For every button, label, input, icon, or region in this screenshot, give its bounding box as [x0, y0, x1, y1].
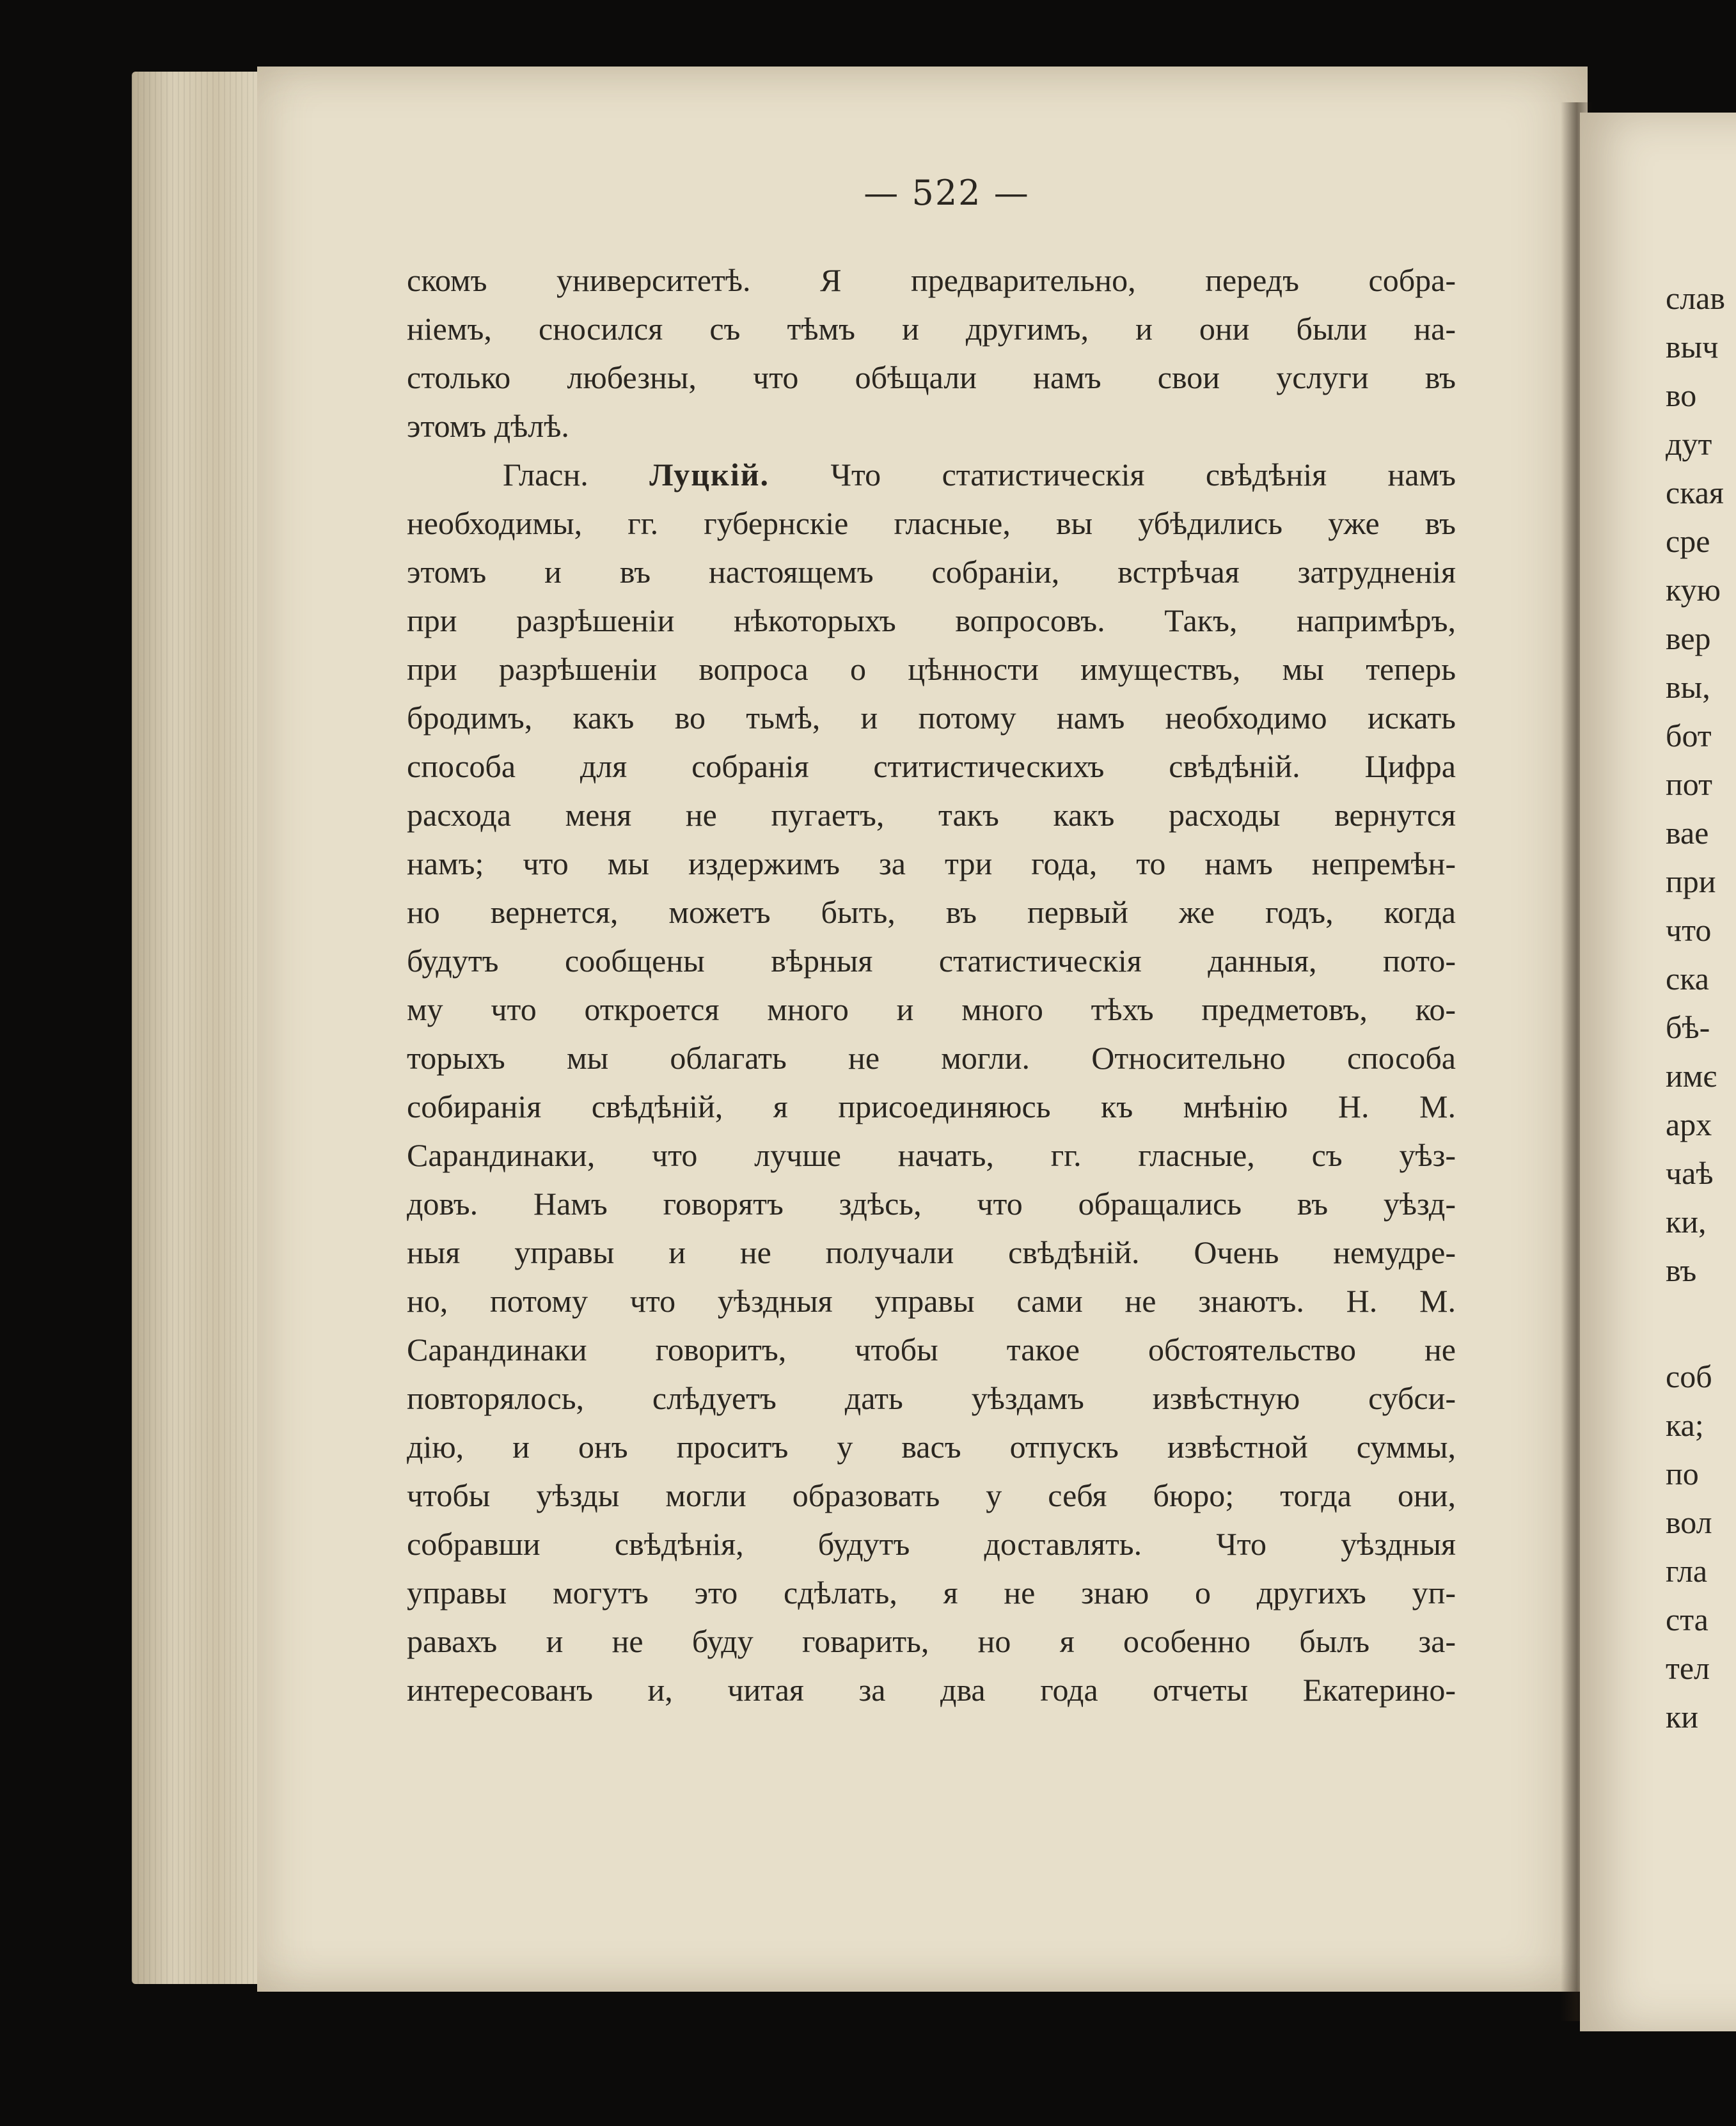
right-fragment: вер — [1666, 620, 1711, 656]
text-line: необходимы, гг. губернскіе гласные, вы убѣдились уже въ — [407, 505, 1456, 541]
right-fragment: вае — [1666, 815, 1709, 851]
text-line: намъ; что мы издержимъ за три года, то намъ непремѣн- — [407, 846, 1456, 881]
text-line: собиранія свѣдѣній, я присоединяюсь къ мнѣнію Н. М. — [407, 1089, 1456, 1124]
right-fragment: кую — [1666, 572, 1721, 608]
speaker-name: Луцкій. — [649, 457, 770, 492]
right-paragraph-gap — [1666, 1295, 1736, 1352]
right-fragment: во — [1666, 377, 1697, 413]
text-line: но, потому что уѣздныя управы сами не знаютъ. Н. М. — [407, 1283, 1456, 1319]
right-fragment: бот — [1666, 718, 1712, 753]
text-line: управы могутъ это сдѣлать, я не знаю о другихъ уп- — [407, 1575, 1456, 1610]
text-line: при разрѣшеніи нѣкоторыхъ вопросовъ. Такъ, напримѣръ, — [407, 602, 1456, 638]
right-fragment: ка; — [1666, 1407, 1704, 1443]
left-page-text — [407, 256, 1456, 1714]
right-fragment: бѣ- — [1666, 1009, 1710, 1045]
right-fragment: ская — [1666, 475, 1724, 510]
text-line: расхода меня не пугаетъ, такъ какъ расходы вернутся — [407, 797, 1456, 833]
right-fragment: сре — [1666, 523, 1710, 559]
speaker-prefix: Гласн. — [503, 457, 588, 492]
text-line: ныя управы и не получали свѣдѣній. Очень немудре- — [407, 1234, 1456, 1270]
text-line: повторялось, слѣдуетъ дать уѣздамъ извѣстную субси- — [407, 1380, 1456, 1416]
text-line: Сарандинаки, что лучше начать, гг. гласные, съ уѣз- — [407, 1137, 1456, 1173]
text-line: дію, и онъ проситъ у васъ отпускъ извѣстной суммы, — [407, 1429, 1456, 1465]
text-line: бродимъ, какъ во тьмѣ, и потому намъ необходимо искать — [407, 700, 1456, 736]
right-fragment: по — [1666, 1456, 1699, 1492]
text-line: интересованъ и, читая за два года отчеты Екатерино- — [407, 1672, 1456, 1708]
right-fragment: ска — [1666, 961, 1709, 996]
right-fragment: соб — [1666, 1358, 1712, 1394]
right-fragment: слав — [1666, 280, 1725, 316]
text-line: му что откроется много и много тѣхъ предметовъ, ко- — [407, 991, 1456, 1027]
speaker-line-rest: Что статистическія свѣдѣнія намъ — [830, 457, 1456, 492]
text-line: торыхъ мы облагать не могли. Относительно способа — [407, 1040, 1456, 1076]
text-line: этомъ дѣлѣ. — [407, 408, 569, 444]
text-line: при разрѣшеніи вопроса о цѣнности имуществъ, мы теперь — [407, 651, 1456, 687]
right-fragment: вы, — [1666, 669, 1710, 705]
text-line: способа для собранія ститистическихъ свѣдѣній. Цифра — [407, 748, 1456, 784]
right-fragment: вол — [1666, 1504, 1712, 1540]
right-fragment: ки, — [1666, 1204, 1707, 1240]
text-line: ніемъ, сносился съ тѣмъ и другимъ, и они были на- — [407, 311, 1456, 347]
right-fragment: выч — [1666, 329, 1719, 365]
right-fragment: ста — [1666, 1602, 1708, 1637]
right-fragment: гла — [1666, 1553, 1708, 1589]
right-page-text — [1666, 274, 1736, 1741]
text-line: будутъ сообщены вѣрныя статистическія данныя, пото- — [407, 943, 1456, 979]
right-fragment: въ — [1666, 1252, 1697, 1288]
right-fragment: арх — [1666, 1106, 1712, 1142]
text-line: Сарандинаки говоритъ, чтобы такое обстоятельство не — [407, 1332, 1456, 1367]
speaker-line — [407, 450, 1456, 499]
right-fragment: ки — [1666, 1699, 1699, 1735]
page-number: — 522 — — [864, 173, 1030, 213]
right-fragment: дут — [1666, 426, 1712, 462]
text-line: собравши свѣдѣнія, будутъ доставлять. Что уѣздныя — [407, 1526, 1456, 1562]
right-fragment: что — [1666, 912, 1712, 948]
right-fragment: при — [1666, 863, 1716, 899]
page-stack-edges — [132, 72, 272, 1984]
text-line: довъ. Намъ говорятъ здѣсь, что обращались въ уѣзд- — [407, 1186, 1456, 1222]
right-fragment: имє — [1666, 1058, 1717, 1094]
right-fragment: чаѣ — [1666, 1155, 1714, 1191]
text-line: чтобы уѣзды могли образовать у себя бюро; тогда они, — [407, 1477, 1456, 1513]
text-line: но вернется, можетъ быть, въ первый же годъ, когда — [407, 894, 1456, 930]
right-fragment: пот — [1666, 766, 1712, 802]
text-line: столько любезны, что обѣщали намъ свои услуги въ — [407, 359, 1456, 395]
right-fragment: тел — [1666, 1650, 1710, 1686]
text-line: этомъ и въ настоящемъ собраніи, встрѣчая затрудненія — [407, 554, 1456, 590]
text-line: равахъ и не буду говарить, но я особенно былъ за- — [407, 1623, 1456, 1659]
text-line: скомъ университетѣ. Я предварительно, передъ собра- — [407, 262, 1456, 298]
